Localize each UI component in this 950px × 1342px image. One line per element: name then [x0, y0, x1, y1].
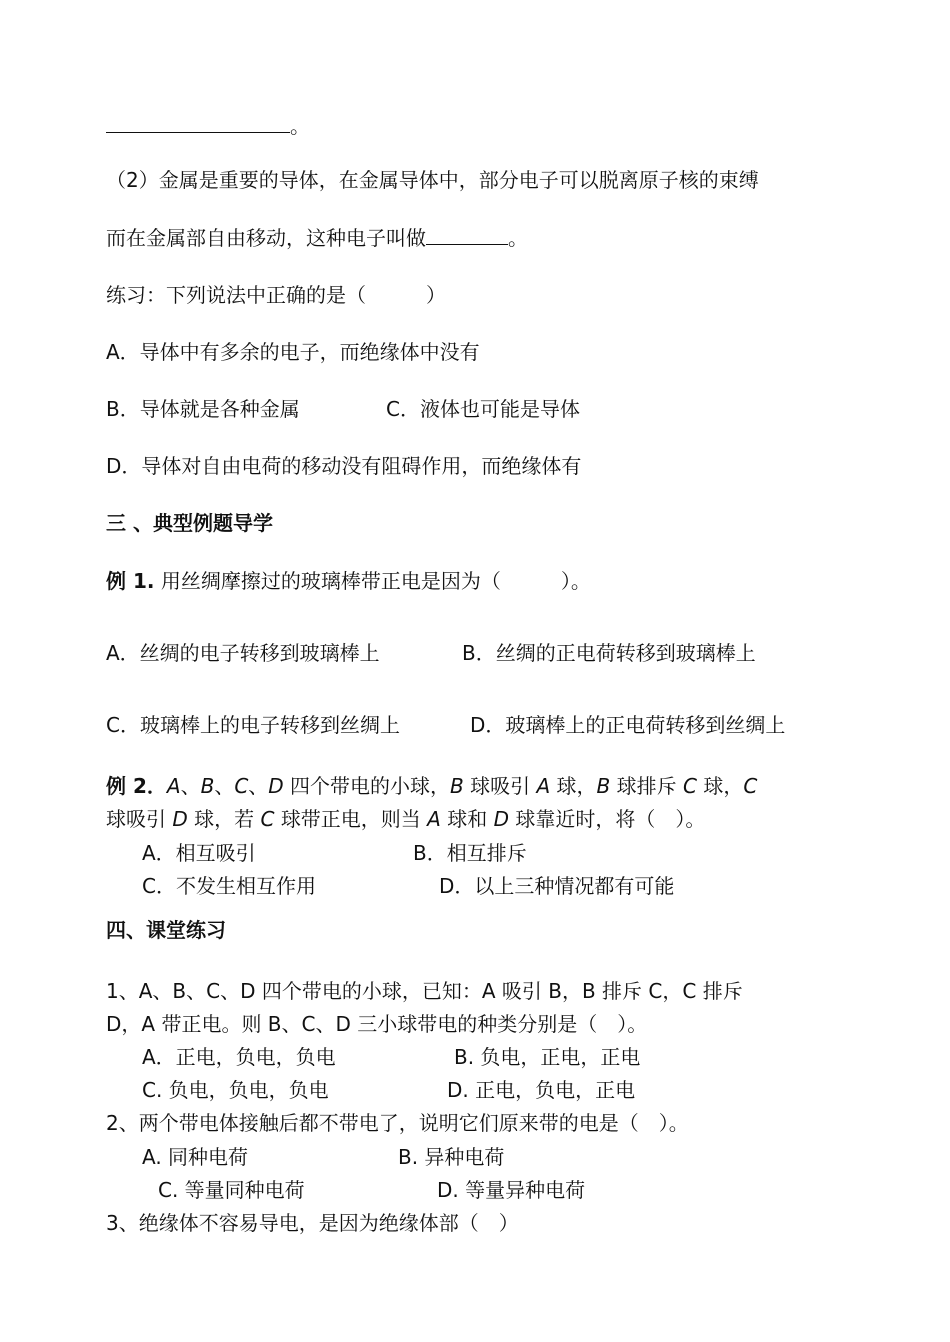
example-1-option-c: C．玻璃棒上的电子转移到丝绸上: [106, 713, 400, 737]
example-2-option-c: C．不发生相互作用: [142, 874, 316, 898]
example-2-line-2: [106, 805, 705, 833]
text: 四个带电的小球，: [290, 774, 451, 798]
example-2-label: 例 2．: [106, 774, 167, 798]
var-c: C: [234, 774, 249, 798]
q1-option-c: C. 负电，负电，负电: [142, 1078, 329, 1102]
practice-option-a: A．导体中有多余的电子，而绝缘体中没有: [106, 340, 480, 364]
q2-option-d: D. 等量异种电荷: [437, 1178, 586, 1202]
paragraph-2-line-1: （2）金属是重要的导体，在金属导体中，部分电子可以脱离原子核的束缚: [106, 168, 759, 192]
example-2-option-d: D．以上三种情况都有可能: [439, 874, 675, 898]
q1-line-1: 1、A、B、C、D 四个带电的小球，已知：A 吸引 B，B 排斥 C，C 排斥: [106, 979, 743, 1003]
paragraph-2-line-2-end: 。: [508, 226, 528, 250]
text: 球排斥: [616, 774, 677, 798]
text: 球和: [447, 807, 488, 831]
var-b: B: [450, 774, 464, 798]
example-2-line-1: [106, 772, 757, 800]
q2-option-a: A. 同种电荷: [142, 1145, 249, 1169]
var-b: B: [200, 774, 215, 798]
var-c: C: [260, 807, 275, 831]
var-b: B: [596, 774, 611, 798]
practice-option-d: D．导体对自由电荷的移动没有阻碍作用，而绝缘体有: [106, 454, 582, 478]
text: 球，: [556, 774, 597, 798]
section-4-heading: 四、课堂练习: [106, 918, 226, 942]
blank-end-mark: 。: [290, 114, 310, 138]
sep: 、: [214, 774, 235, 798]
example-2-option-a: A．相互吸引: [142, 841, 256, 865]
var-c: C: [743, 774, 758, 798]
text: 球靠近时，将（ ）。: [515, 807, 706, 831]
var-a: A: [536, 774, 551, 798]
text: 球吸引: [470, 774, 531, 798]
text: 球，若: [194, 807, 255, 831]
q2-option-b: B. 异种电荷: [398, 1145, 505, 1169]
fill-blank[interactable]: [426, 224, 508, 245]
q3-line-1: 3、绝缘体不容易导电，是因为绝缘体部（ ）: [106, 1211, 519, 1235]
paragraph-2-line-2-text: 而在金属部自由移动，这种电子叫做: [106, 226, 426, 250]
practice-question: 练习：下列说法中正确的是（ ）: [106, 283, 446, 307]
practice-option-b: B．导体就是各种金属: [106, 397, 300, 421]
example-1-option-b: B．丝绸的正电荷转移到玻璃棒上: [462, 641, 756, 665]
q1-line-2: D，A 带正电。则 B、C、D 三小球带电的种类分别是（ ）。: [106, 1012, 648, 1036]
var-d: D: [172, 807, 188, 831]
var-c: C: [683, 774, 697, 798]
q2-line-1: 2、两个带电体接触后都不带电了，说明它们原来带的电是（ ）。: [106, 1111, 689, 1135]
q1-option-b: B. 负电，正电，正电: [454, 1045, 641, 1069]
fill-blank[interactable]: [106, 112, 290, 133]
var-d: D: [493, 807, 509, 831]
text: 球吸引: [106, 807, 166, 831]
section-3-heading: 三 、典型例题导学: [106, 511, 273, 535]
q1-option-d: D. 正电，负电，正电: [447, 1078, 636, 1102]
example-1-question: [106, 567, 591, 595]
text: 球带正电，则当: [280, 807, 421, 831]
example-1-option-a: A．丝绸的电子转移到玻璃棒上: [106, 641, 380, 665]
text: 球，: [703, 774, 744, 798]
practice-option-c: C．液体也可能是导体: [386, 397, 580, 421]
example-1-label: 例 1.: [106, 569, 155, 593]
example-1-text: 用丝绸摩擦过的玻璃棒带正电是因为（ ）。: [154, 569, 591, 593]
var-a: A: [427, 807, 441, 831]
var-d: D: [268, 774, 284, 798]
answer-blank-line: [106, 112, 310, 140]
q2-option-c: C. 等量同种电荷: [158, 1178, 305, 1202]
sep: 、: [248, 774, 269, 798]
sep: 、: [180, 774, 201, 798]
var-a: A: [166, 774, 181, 798]
example-2-option-b: B．相互排斥: [413, 841, 527, 865]
example-1-option-d: D．玻璃棒上的正电荷转移到丝绸上: [470, 713, 786, 737]
q1-option-a: A．正电，负电，负电: [142, 1045, 336, 1069]
paragraph-2-line-2: [106, 224, 528, 252]
